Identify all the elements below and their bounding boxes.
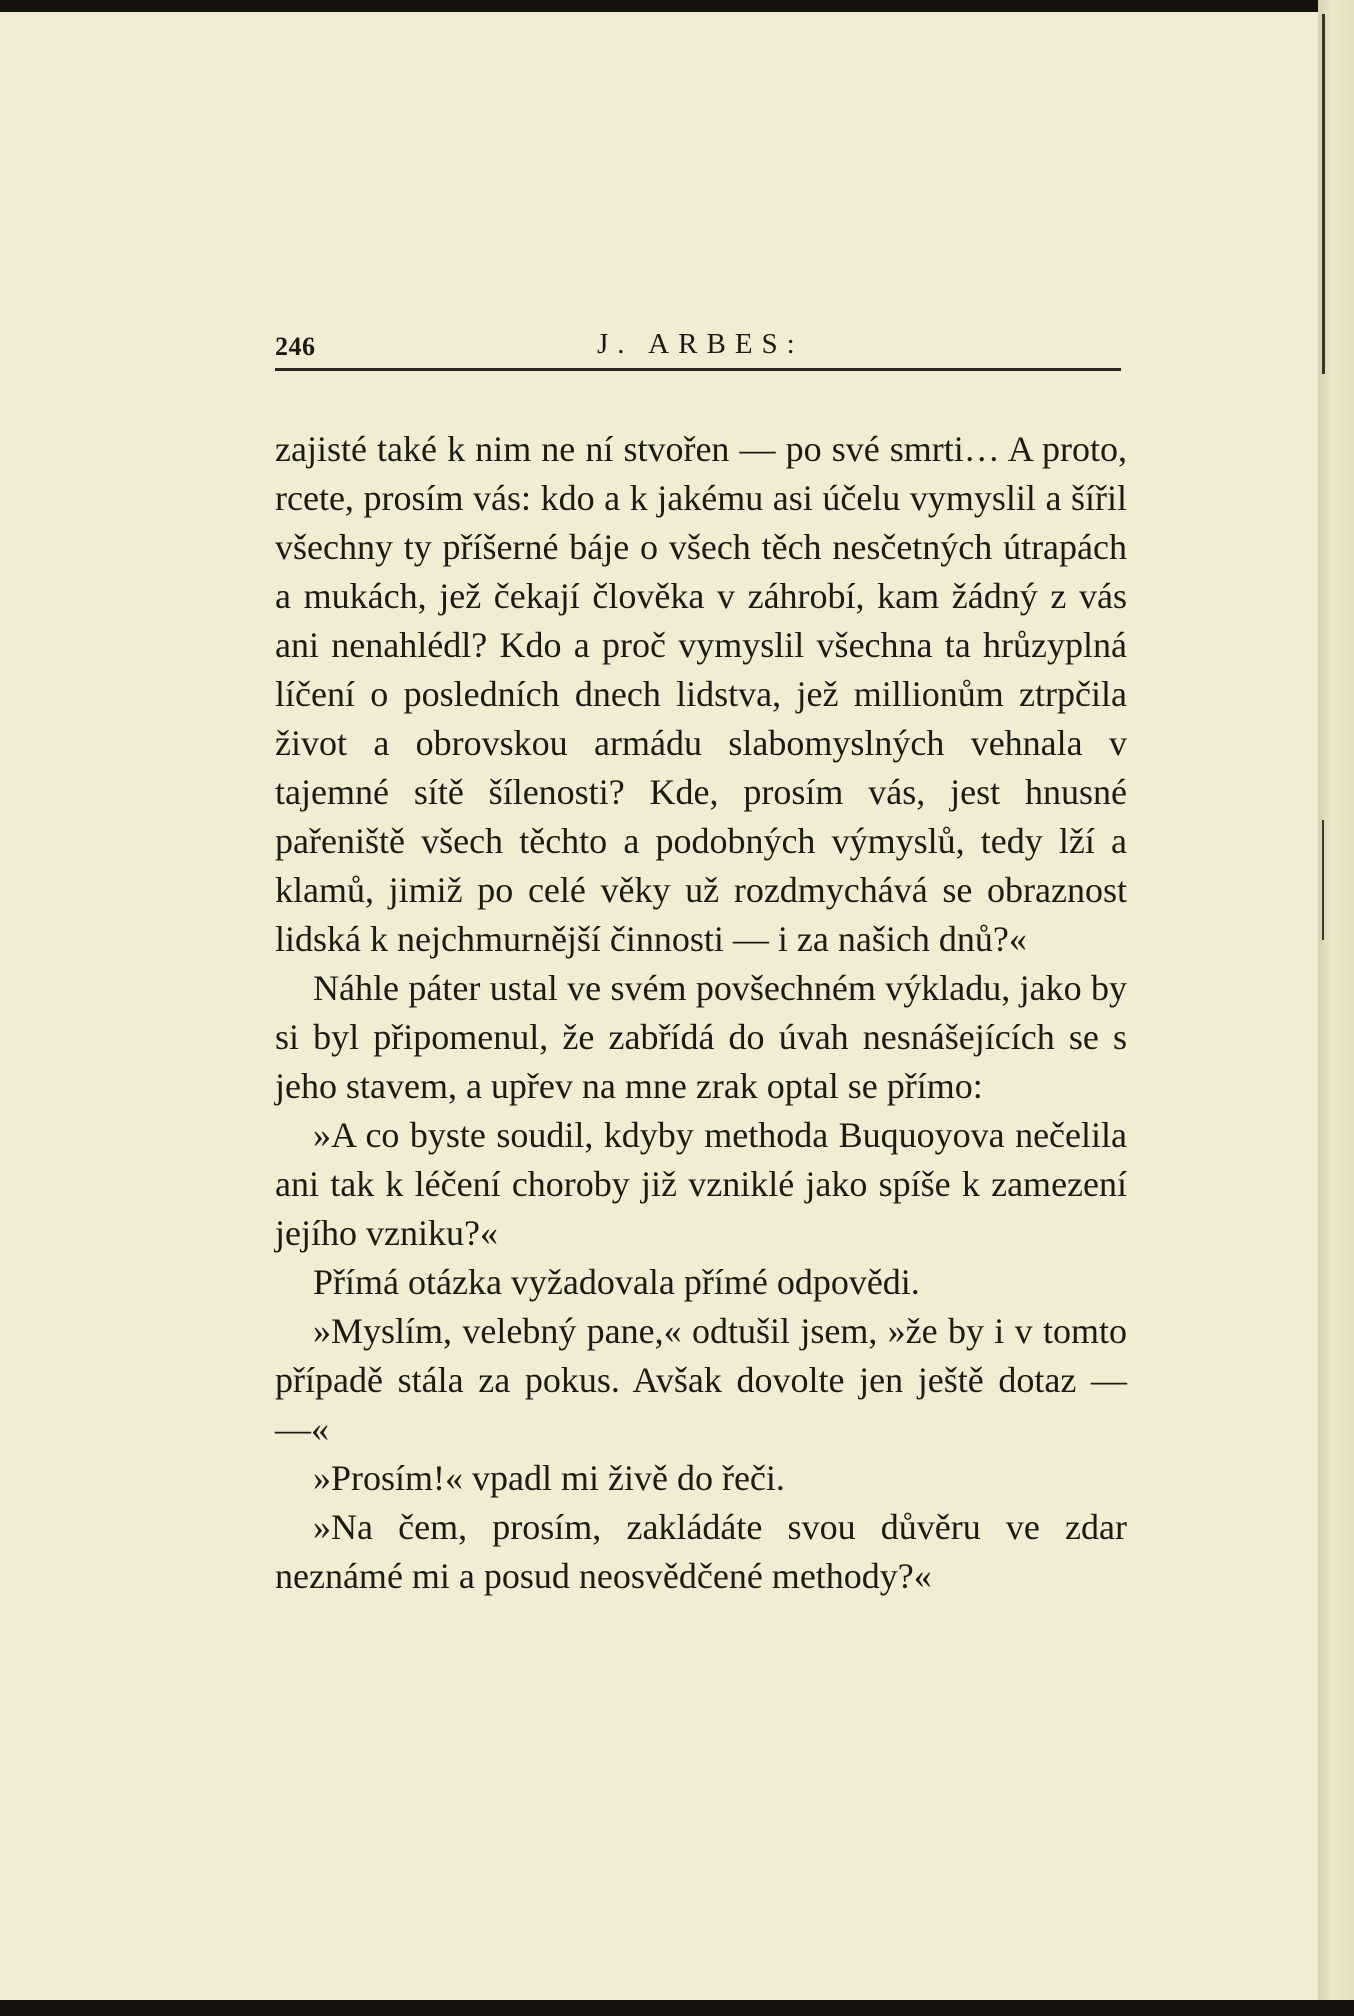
paragraph: Přímá otázka vyžadovala přímé odpovědi. bbox=[313, 1262, 920, 1302]
page-header bbox=[275, 328, 1121, 368]
paragraph: Náhle páter ustal ve svém povšechném výkladu, jako by si byl připomenul, že zabřídá do úvah nesnášejících se s jeho stavem, a upřev na mne zrak optal se přímo: bbox=[275, 968, 1127, 1106]
paragraph: »Na čem, prosím, zakládáte svou důvěru ve zdar neznámé mi a posud neosvědčené methody?« bbox=[275, 1507, 1127, 1596]
gutter-shadow-line bbox=[1322, 14, 1325, 374]
running-head: J. ARBES: bbox=[597, 328, 804, 360]
body-text bbox=[275, 425, 1127, 1601]
paragraph: »Myslím, velebný pane,« odtušil jsem, »že by i v tomto případě stála za pokus. Avšak dovolte jen ještě dotaz — —« bbox=[275, 1311, 1127, 1449]
paragraph: »Prosím!« vpadl mi živě do řeči. bbox=[313, 1458, 785, 1498]
paragraph: zajisté také k nim ne ní stvořen — po své smrti… A proto, rcete, prosím vás: kdo a k jakému asi účelu vymyslil a šířil všechny ty příšerné báje o všech těch nesčetných útrapách a mukách, jež čekají člověka v záhrobí, kam žádný z vás ani nenahlédl? Kdo a proč vymyslil všechna ta hrůzyplná líčení o posledních dnech lidstva, jež millionům ztrpčila život a obrovskou armádu slabomyslných vehnala v tajemné sítě šílenosti? Kde, prosím vás, jest hnusné pařeniště všech těchto a podobných výmyslů, tedy lží a klamů, jimiž po celé věky už rozdmychává se obraznost lidská k nejchmurnější činnosti — i za našich dnů?« bbox=[275, 429, 1127, 959]
paragraph: »A co byste soudil, kdyby methoda Buquoyova nečelila ani tak k léčení choroby již vzniklé jako spíše k zamezení jejího vzniku?« bbox=[275, 1115, 1127, 1253]
gutter-shadow-line bbox=[1322, 820, 1324, 940]
scan-bottom-edge bbox=[0, 2000, 1354, 2016]
header-rule bbox=[275, 368, 1121, 371]
page-number: 246 bbox=[275, 332, 316, 361]
